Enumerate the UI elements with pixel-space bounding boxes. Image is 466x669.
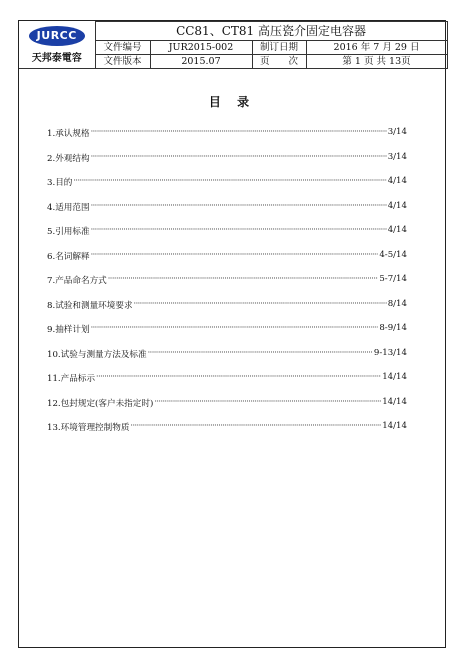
toc-dot-leader <box>91 323 379 332</box>
toc-entry-page: 5-7/14 <box>379 274 407 284</box>
toc-entry[interactable] <box>47 274 407 299</box>
toc-dot-leader <box>73 176 386 185</box>
toc-entry-page: 4-5/14 <box>379 249 407 260</box>
toc-entry-label: 13.环境管理控制物质 <box>47 423 130 433</box>
toc-entry-page: 9-13/14 <box>373 347 407 358</box>
toc-entry-label: 1.承认规格 <box>47 129 90 139</box>
toc-entry[interactable] <box>47 299 407 324</box>
toc-dot-leader <box>91 225 387 234</box>
toc-dot-leader <box>96 372 381 381</box>
toc-heading: 目 录 <box>208 95 256 109</box>
toc-entry[interactable] <box>47 176 407 201</box>
logo-company-name: 天邦泰電容 <box>31 52 82 64</box>
toc-entry-label: 10.试验与测量方法及标准 <box>47 349 147 360</box>
logo-badge: JURCC <box>29 26 85 46</box>
toc-entry[interactable] <box>47 225 407 250</box>
toc-entry-page: 8/14 <box>387 298 407 309</box>
toc-entry-label: 12.包封规定(客户未指定时) <box>47 398 154 409</box>
toc-entry[interactable] <box>47 397 407 422</box>
toc-entry-page: 14/14 <box>382 396 407 407</box>
toc-entry-label: 9.抽样计划 <box>47 325 90 335</box>
toc-entry-page: 8-9/14 <box>379 323 407 333</box>
version-label: 文件版本 <box>95 55 150 69</box>
toc-dot-leader <box>91 201 387 210</box>
toc-entry[interactable] <box>47 127 407 152</box>
toc-entry-label: 11.产品标示 <box>47 374 96 384</box>
document-page <box>18 20 446 648</box>
issue-date-label: 制订日期 <box>252 41 306 55</box>
company-logo <box>19 22 95 69</box>
toc-entry-label: 6.名词解释 <box>47 251 90 262</box>
toc-entry[interactable] <box>47 250 407 275</box>
toc-entry[interactable] <box>47 372 407 397</box>
toc-entry[interactable] <box>47 201 407 226</box>
toc-dot-leader <box>108 274 379 283</box>
toc-entry-page: 4/14 <box>387 200 407 211</box>
toc-entry-page: 3/14 <box>387 127 407 137</box>
toc-entry-page: 14/14 <box>382 421 407 431</box>
page-value: 第 1 页 共 13页 <box>306 55 447 69</box>
toc-entry[interactable] <box>47 421 407 446</box>
issue-date-value: 2016 年 7 月 29 日 <box>306 41 447 55</box>
page-label: 页 次 <box>252 55 306 69</box>
toc-dot-leader <box>130 421 381 430</box>
toc-dot-leader <box>148 348 373 357</box>
toc-dot-leader <box>91 127 387 136</box>
toc-entry-page: 14/14 <box>382 372 407 382</box>
toc-entry-page: 4/14 <box>387 176 407 186</box>
toc-entry-page: 3/14 <box>387 151 407 162</box>
doc-no-value: JUR2015-002 <box>150 41 252 55</box>
toc-entry[interactable] <box>47 348 407 373</box>
header-table <box>19 21 448 69</box>
toc-dot-leader <box>91 152 387 161</box>
toc-dot-leader <box>154 397 381 406</box>
toc-entry[interactable] <box>47 152 407 177</box>
document-title: CC81、CT81 高压瓷介固定电容器 <box>95 22 447 41</box>
toc-entry-label: 5.引用标准 <box>47 227 90 237</box>
toc-entry[interactable] <box>47 323 407 348</box>
doc-no-label: 文件编号 <box>95 41 150 55</box>
toc-entry-label: 3.目的 <box>47 178 73 188</box>
version-value: 2015.07 <box>150 55 252 69</box>
toc-entry-label: 2.外观结构 <box>47 153 90 164</box>
toc-entry-page: 4/14 <box>387 225 407 235</box>
toc-dot-leader <box>91 250 379 259</box>
toc-entry-label: 4.适用范围 <box>47 202 90 213</box>
toc-list <box>47 127 407 446</box>
toc-dot-leader <box>134 299 387 308</box>
toc-entry-label: 7.产品命名方式 <box>47 276 107 286</box>
toc-entry-label: 8.试验和测量环境要求 <box>47 300 133 311</box>
